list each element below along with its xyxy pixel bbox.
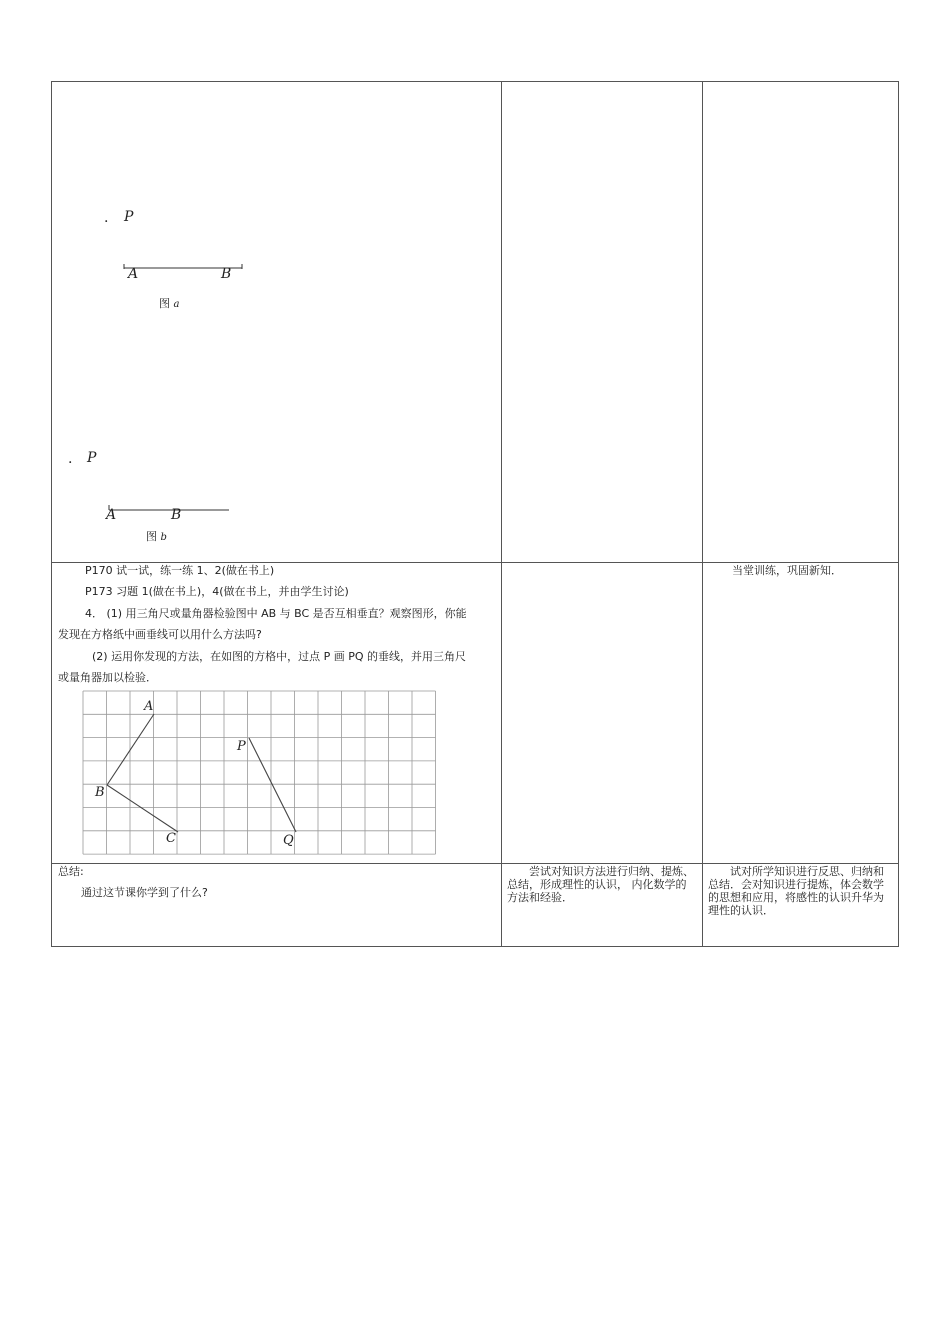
grid-lines [83,691,436,854]
summary-title: 总结: [58,865,84,878]
column-divider-2 [702,81,703,947]
figure-a-caption [159,297,179,312]
practice-right-note: 当堂训练，巩固新知． [732,564,842,577]
figure-a-caption-char: 图 [159,297,170,310]
figure-b-caption-var: b [160,532,167,543]
segment-ab [107,714,154,785]
figure-a-point-label: P [124,209,134,225]
figure-b-point-dot: . [68,451,73,467]
grid-label-b: B [95,785,105,800]
segment-pq [249,738,296,832]
summary-middle-note: 尝试对知识方法进行归纳、提炼、总结，形成理性的认识， 内化数学的方法和经验． [507,865,694,904]
figure-b-caption [146,530,167,545]
question-4-line-2: 发现在方格纸中画垂线可以用什么方法吗? [58,628,262,641]
grid-label-p: P [237,739,246,754]
grid-label-c: C [166,831,176,846]
grid-figure [83,691,439,856]
segment-bc [107,785,178,832]
summary-right-note: 试对所学知识进行反思、归纳和总结．会对知识进行提炼，体会数学的思想和应用，将感性的认识升华为理性的认识． [708,865,884,917]
figure-b-label-b: B [171,507,182,523]
column-divider-1 [501,81,502,947]
row-divider-1 [51,562,899,563]
grid-label-a: A [144,699,154,714]
question-4-line-1: 4． (1) 用三角尺或量角器检验图中 AB 与 BC 是否互相垂直？观察图形，你能 [85,607,467,620]
figure-a-point-dot: . [104,210,109,226]
row-divider-2 [51,863,899,864]
figure-b-point-label: P [87,450,97,466]
figure-a-caption-var: a [173,299,180,310]
practice-line-1: P170 试一试，练一练 1、2(做在书上) [85,564,275,577]
figure-a-label-a: A [128,266,139,282]
question-4-part-2-line-1: (2) 运用你发现的方法，在如图的方格中，过点 P 画 PQ 的垂线，并用三角尺 [92,650,466,663]
figure-a-label-b: B [221,266,232,282]
figure-b-caption-char: 图 [146,530,157,543]
practice-line-2: P173 习题 1(做在书上)，4(做在书上，并由学生讨论) [85,585,349,598]
figure-b-segment [105,503,235,515]
grid-label-q: Q [283,833,294,848]
figure-b-label-a: A [106,507,117,523]
question-4-part-2-line-2: 或量角器加以检验． [58,671,157,684]
summary-question: 通过这节课你学到了什么? [81,886,208,899]
